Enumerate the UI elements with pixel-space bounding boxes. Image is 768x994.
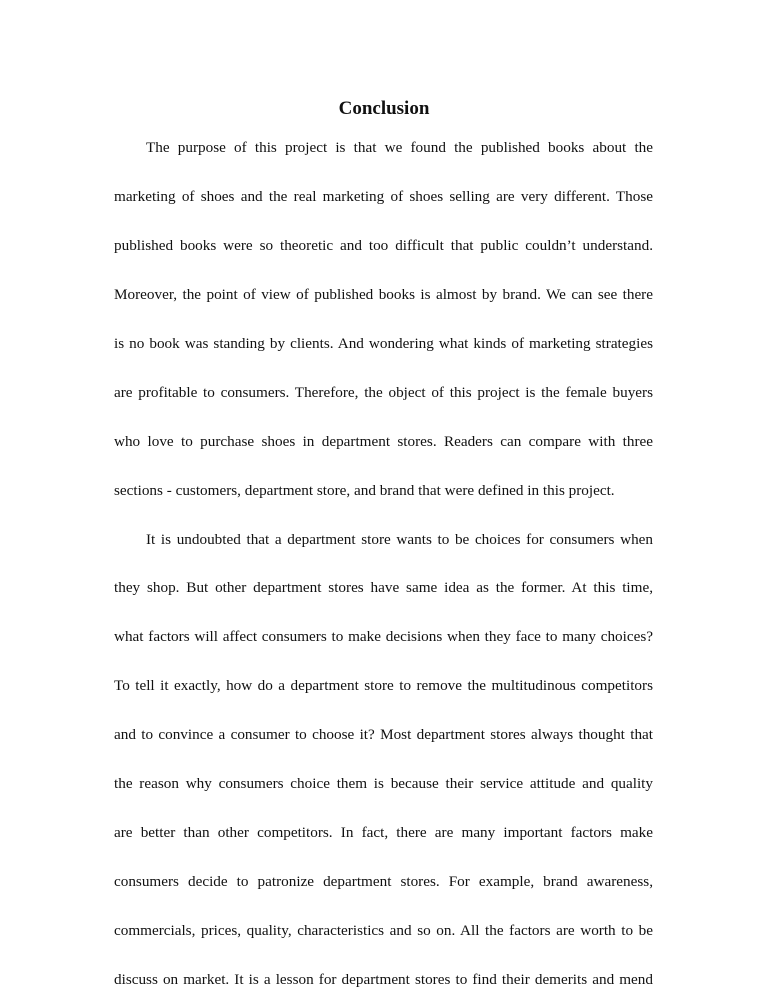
text-line: what factors will affect consumers to make decisions when they face to many choices?	[114, 628, 653, 645]
text-line: discuss on market. It is a lesson for department stores to find their demerits and mend	[114, 971, 653, 988]
text-line: the reason why consumers choice them is because their service attitude and quality	[114, 775, 653, 792]
text-line: is no book was standing by clients. And wondering what kinds of marketing strategies	[114, 335, 653, 352]
text-line: The purpose of this project is that we found the published books about the	[146, 139, 653, 156]
text-line: they shop. But other department stores have same idea as the former. At this time,	[114, 579, 653, 596]
page-title: Conclusion	[338, 98, 430, 119]
text-line: published books were so theoretic and too difficult that public couldn’t understand.	[114, 237, 653, 254]
text-line: It is undoubted that a department store wants to be choices for consumers when	[146, 531, 653, 548]
text-line: consumers decide to patronize department stores. For example, brand awareness,	[114, 873, 653, 890]
text-line: who love to purchase shoes in department stores. Readers can compare with three	[114, 433, 653, 450]
text-line: sections - customers, department store, and brand that were defined in this project.	[114, 482, 615, 499]
text-line: marketing of shoes and the real marketing of shoes selling are very different. Those	[114, 188, 653, 205]
text-line: are profitable to consumers. Therefore, the object of this project is the female buyers	[114, 384, 653, 401]
text-line: commercials, prices, quality, characteristics and so on. All the factors are worth to be	[114, 922, 653, 939]
text-line: Moreover, the point of view of published books is almost by brand. We can see there	[114, 286, 653, 303]
text-line: and to convince a consumer to choose it? Most department stores always thought that	[114, 726, 653, 743]
text-line: To tell it exactly, how do a department store to remove the multitudinous competitors	[114, 677, 653, 694]
text-line: are better than other competitors. In fact, there are many important factors make	[114, 824, 653, 841]
